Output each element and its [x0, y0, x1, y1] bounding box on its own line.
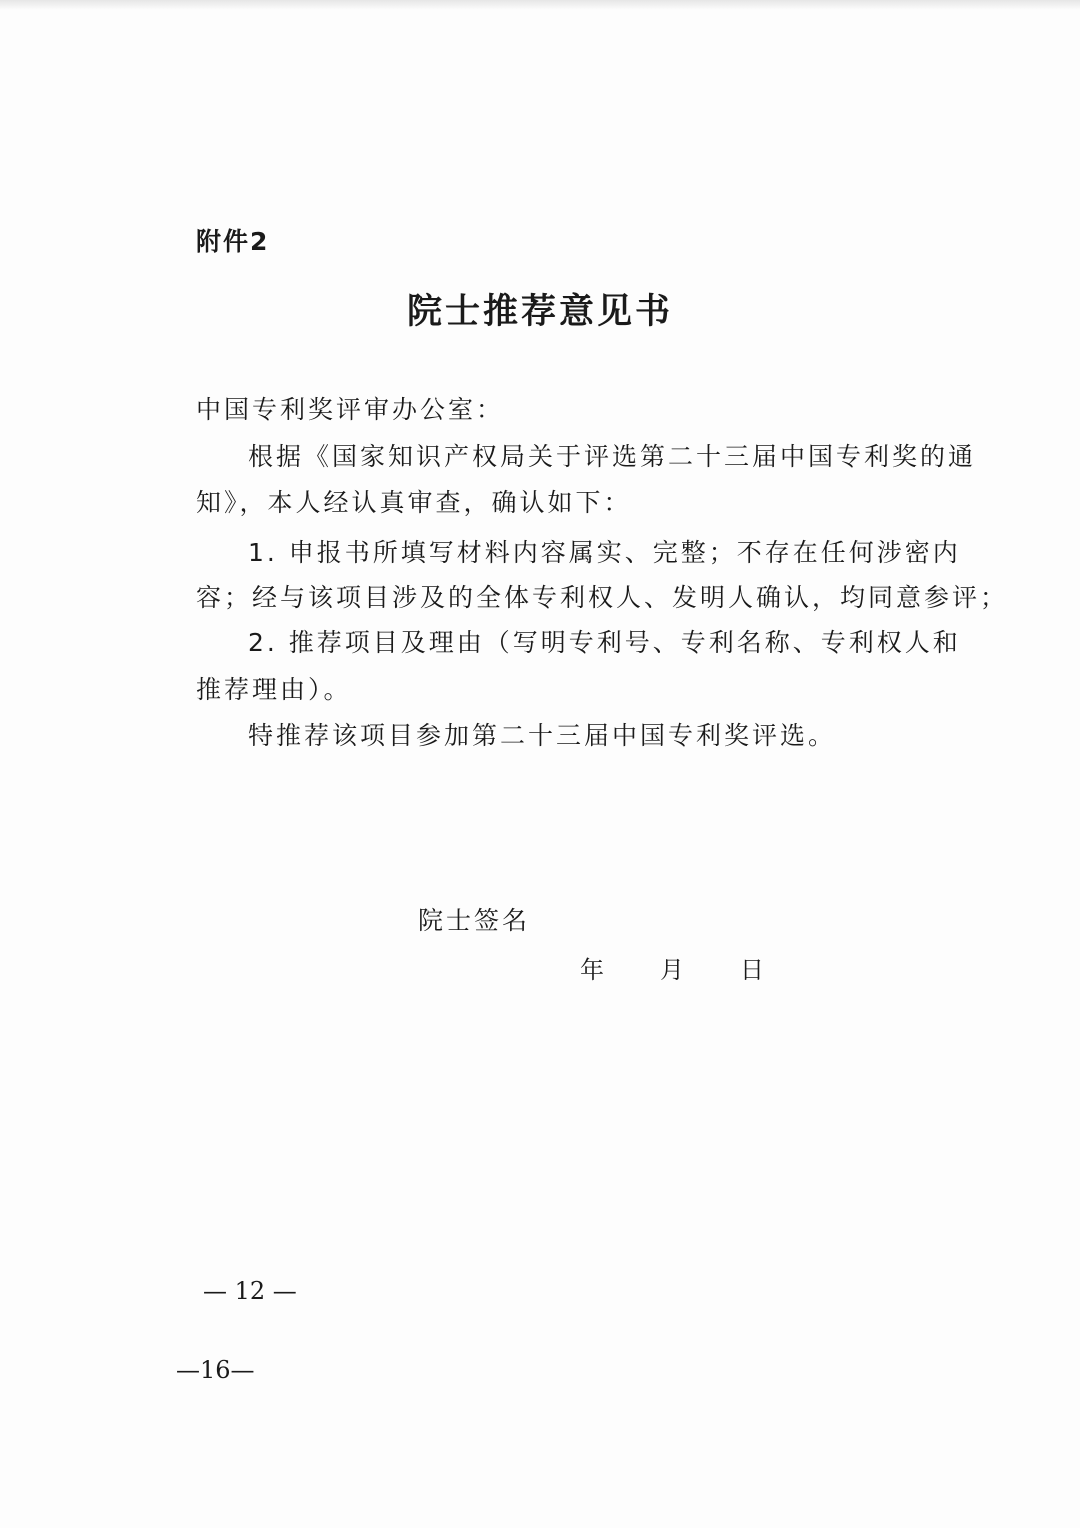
- paragraph-line: 1. 申报书所填写材料内容属实、完整；不存在任何涉密内: [248, 538, 961, 567]
- date-month-label: 月: [660, 956, 684, 984]
- signature-label: 院士签名: [418, 906, 531, 935]
- attachment-label: 附件2: [196, 227, 270, 256]
- paragraph-line: 2. 推荐项目及理由（写明专利号、专利名称、专利权人和: [248, 628, 961, 657]
- scan-top-edge: [0, 0, 1080, 10]
- paragraph-line: 推荐理由）。: [196, 675, 352, 704]
- document-title: 院士推荐意见书: [406, 291, 673, 332]
- paragraph-line: 特推荐该项目参加第二十三届中国专利奖评选。: [248, 721, 837, 750]
- page-number-inner: — 12 —: [203, 1277, 297, 1305]
- addressee: 中国专利奖评审办公室：: [196, 395, 505, 424]
- paragraph-line: 根据《国家知识产权局关于评选第二十三届中国专利奖的通: [248, 442, 977, 471]
- page-number-outer: —16—: [176, 1356, 255, 1384]
- date-day-label: 日: [740, 956, 764, 984]
- paragraph-line: 容；经与该项目涉及的全体专利权人、发明人确认，均同意参评；: [196, 583, 1009, 612]
- paragraph-line: 知》，本人经认真审查，确认如下：: [196, 488, 632, 517]
- date-year-label: 年: [580, 956, 604, 984]
